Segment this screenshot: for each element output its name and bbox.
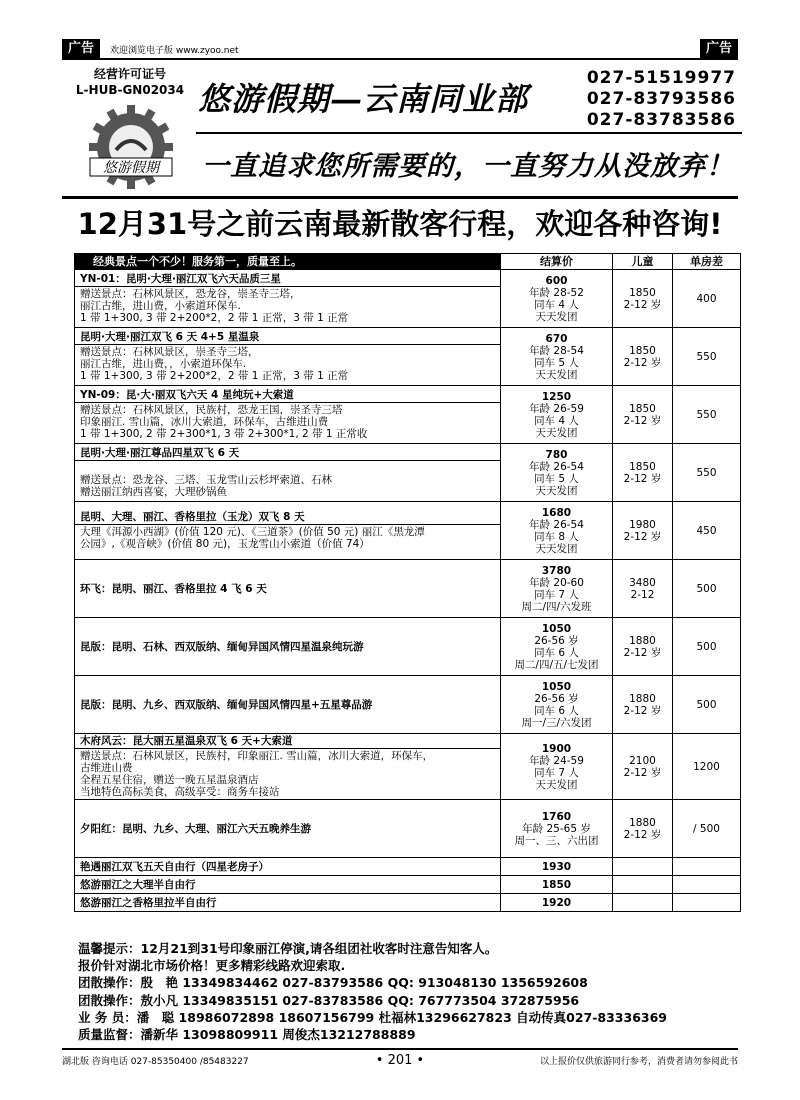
route-price (501, 386, 613, 444)
child-price-line: 1850 (629, 460, 656, 473)
price-detail: 同车 5 人 (534, 356, 579, 369)
note-line: 温馨提示：12月21到31号印象丽江停演,请各组团社收客时注意告知客人。 (78, 941, 498, 956)
gear-logo-icon (86, 102, 176, 192)
child-price (613, 618, 673, 676)
price-value: 1050 (541, 622, 572, 635)
route-price (501, 618, 613, 676)
route-detail-line: 古维进山费 (80, 762, 133, 774)
route-row (75, 734, 741, 800)
logo-text: 悠游假期 (103, 160, 159, 176)
route-price (501, 328, 613, 386)
single-room-surcharge: 400 (673, 270, 741, 328)
price-detail: 周二/四/六发班 (521, 600, 592, 613)
child-price-line: 1980 (629, 518, 656, 531)
route-row (75, 444, 741, 502)
route-row (75, 618, 741, 676)
site-url: 欢迎浏览电子版 www.zyoo.net (110, 45, 239, 56)
price-detail: 同车 6 人 (534, 646, 579, 659)
page-number: • 201 • (375, 1052, 425, 1068)
child-price (613, 800, 673, 858)
price-detail: 年龄 26-54 (529, 518, 584, 531)
child-price (613, 894, 673, 912)
child-price (613, 734, 673, 800)
phone-1: 027-51519977 (586, 68, 736, 88)
slogan: 一直追求您所需要的，一直努力从没放弃！ (202, 151, 734, 182)
price-detail: 年龄 26-54 (529, 460, 584, 473)
single-room-surcharge: 550 (673, 386, 741, 444)
contact-line: 业 务 员：潘 聪 18986072898 18607156799 杜福林13296627823 自动传真027-83336369 (78, 1009, 667, 1025)
route-description (75, 734, 501, 800)
price-detail: 同车 7 人 (534, 766, 579, 779)
route-detail-line: 印象丽江. 雪山篇，冰川大索道，环保车，古维进山费 (80, 416, 329, 428)
child-price-line: 1850 (629, 286, 656, 299)
agency-name: 悠游假期—云南同业部 (198, 80, 529, 118)
route-detail-line (80, 462, 495, 474)
route-detail-line: 夕阳红：昆明、九乡、大理、丽江六天五晚养生游 (80, 822, 311, 835)
route-detail-line: 大理《洱源小西湖》(价值 120 元)、《三道茶》(价值 50 元) 丽江《黑龙潭 (80, 526, 425, 538)
route-title: YN-01：昆明·大理·丽江双飞六天品质三星 (75, 273, 500, 287)
child-price (613, 444, 673, 502)
route-description (75, 894, 501, 912)
price-detail: 天天发团 (535, 368, 578, 381)
route-table (74, 253, 741, 912)
single-room-surcharge: 450 (673, 502, 741, 560)
single-room-surcharge: 500 (673, 618, 741, 676)
price-value: 780 (545, 448, 568, 461)
route-detail-line: 赠送景点：石林风景区，民族村，印象丽江. 雪山篇，冰川大索道，环保车， (80, 750, 434, 762)
headline: 12月31号之前云南最新散客行程，欢迎各种咨询! (77, 207, 723, 241)
phone-3: 027-83783586 (586, 110, 736, 130)
single-room-surcharge (673, 876, 741, 894)
route-detail-line: 赠送景点：石林风景区，民族村，恐龙王国，崇圣寺三塔 (80, 404, 343, 416)
child-price-line: 2-12 岁 (623, 414, 662, 427)
price-detail: 天天发团 (535, 484, 578, 497)
single-room-surcharge (673, 894, 741, 912)
price-value: 1930 (541, 860, 572, 873)
child-price (613, 386, 673, 444)
route-detail-line: 丽江古维，进山费，小索道环保车. (80, 300, 241, 312)
route-description (75, 858, 501, 876)
route-detail-line: 赠送景点：石林风景区，崇圣寺三塔， (80, 346, 259, 358)
route-description (75, 386, 501, 444)
child-price-line: 2-12 岁 (623, 472, 662, 485)
price-detail: 周一、三、六出团 (514, 834, 599, 847)
route-row (75, 270, 741, 328)
intro-header: 经典景点一个不少！服务第一，质量至上。 (75, 254, 501, 270)
license-number: L-HUB-GN02034 (75, 83, 185, 97)
price-detail: 天天发团 (535, 310, 578, 323)
price-detail: 周二/四/五/七发团 (514, 658, 599, 671)
price-detail: 26-56 岁 (534, 634, 579, 647)
price-detail: 天天发团 (535, 542, 578, 555)
child-price (613, 270, 673, 328)
header-divider (196, 132, 742, 134)
child-price-line: 2-12 岁 (623, 298, 662, 311)
child-price (613, 858, 673, 876)
route-price (501, 800, 613, 858)
contact-line: 团散操作：敖小凡 13349835151 027-83783586 QQ: 767773504 372875956 (78, 992, 580, 1008)
price-value: 1680 (541, 506, 572, 519)
route-price (501, 270, 613, 328)
child-price (613, 676, 673, 734)
price-detail: 26-56 岁 (534, 692, 579, 705)
contact-line: 团散操作：殷 艳 13349834462 027-83793586 QQ: 913048130 1356592608 (78, 975, 588, 991)
route-detail-line: 1 带 1+300, 3 带 2+200*2，2 带 1 正常，3 带 1 正常 (80, 312, 349, 324)
route-detail-line: 艳遇丽江双飞五天自由行（四星老房子） (80, 860, 269, 873)
route-price (501, 560, 613, 618)
single-room-surcharge (673, 858, 741, 876)
footer-disclaimer: 以上报价仅供旅游同行参考，消费者请勿参阅此书 (539, 1056, 738, 1067)
price-header: 结算价 (501, 254, 613, 270)
license-block (72, 66, 188, 98)
child-price-line: 2-12 岁 (623, 646, 662, 659)
single-room-surcharge: 1200 (673, 734, 741, 800)
top-strip (62, 40, 738, 60)
route-description (75, 800, 501, 858)
route-price (501, 676, 613, 734)
route-detail-line: 环飞：昆明、丽江、香格里拉 4 飞 6 天 (80, 582, 267, 595)
child-price-line: 2-12 岁 (623, 828, 662, 841)
price-value: 1900 (541, 742, 572, 755)
route-row (75, 560, 741, 618)
notes-block (78, 940, 748, 1043)
child-price-line: 1880 (629, 816, 656, 829)
note-line: 报价针对湖北市场价格！更多精彩线路欢迎索取. (78, 958, 346, 974)
child-price-line: 2-12 岁 (623, 766, 662, 779)
route-description (75, 560, 501, 618)
child-price-line: 1850 (629, 344, 656, 357)
price-detail: 年龄 28-54 (529, 344, 584, 357)
price-value: 1050 (541, 680, 572, 693)
route-row (75, 894, 741, 912)
ad-tag-right: 广告 (700, 39, 738, 59)
child-price-line: 2100 (629, 754, 656, 767)
child-price-line: 2-12 (630, 588, 655, 601)
child-price-line: 1850 (629, 402, 656, 415)
child-price-line: 2-12 岁 (623, 530, 662, 543)
route-price (501, 734, 613, 800)
route-description (75, 444, 501, 502)
route-detail-line: 1 带 1+300, 2 带 2+300*1, 3 带 2+300*1, 2 带 1 正常收 (80, 428, 368, 440)
price-detail: 年龄 26-59 (529, 402, 584, 415)
phone-2: 027-83793586 (586, 89, 736, 109)
price-detail: 年龄 24-59 (529, 754, 584, 767)
child-price-line: 3480 (629, 576, 656, 589)
route-title: 昆明·大理·丽江尊品四星双飞 6 天 (75, 447, 500, 461)
price-detail: 同车 7 人 (534, 588, 579, 601)
price-detail: 同车 5 人 (534, 472, 579, 485)
child-header: 儿童 (613, 254, 673, 270)
price-detail: 周一/三/六发团 (521, 716, 592, 729)
route-title: 昆明·大理·丽江双飞 6 天 4+5 星温泉 (75, 331, 500, 345)
child-price-line: 2-12 岁 (623, 356, 662, 369)
route-row (75, 676, 741, 734)
child-price-line: 1880 (629, 692, 656, 705)
price-detail: 年龄 20-60 (529, 576, 584, 589)
price-value: 1250 (541, 390, 572, 403)
child-price (613, 502, 673, 560)
route-detail-line: 赠送景点：恐龙谷、三塔、玉龙雪山云杉坪索道、石林 (80, 474, 332, 486)
route-row (75, 800, 741, 858)
ad-tag-left: 广告 (62, 39, 100, 59)
route-price (501, 444, 613, 502)
child-price (613, 328, 673, 386)
route-row (75, 876, 741, 894)
child-price (613, 876, 673, 894)
route-detail-line: 悠游丽江之大理半自由行 (80, 878, 196, 891)
route-detail-line: 赠送丽江纳西喜宴，大理砂锅鱼 (80, 486, 227, 498)
route-title: 昆明、大理、丽江、香格里拉（玉龙）双飞 8 天 (75, 511, 500, 525)
single-room-surcharge: 550 (673, 444, 741, 502)
price-detail: 同车 4 人 (534, 414, 579, 427)
child-price-line: 2-12 岁 (623, 704, 662, 717)
route-detail-line: 赠送景点：石林风景区，恐龙谷，崇圣寺三塔， (80, 288, 301, 300)
price-detail: 同车 6 人 (534, 704, 579, 717)
single-room-surcharge: 500 (673, 560, 741, 618)
phone-list (587, 68, 736, 131)
price-detail: 同车 8 人 (534, 530, 579, 543)
page-footer (62, 1048, 738, 1070)
route-price (501, 876, 613, 894)
route-detail-line: 全程五星住宿，赠送一晚五星温泉酒店 (80, 774, 259, 786)
route-detail-line: 当地特色高标美食，高级享受：商务车接站 (80, 786, 280, 798)
contact-line: 质量监督：潘新华 13098809911 周俊杰13212788889 (78, 1027, 416, 1043)
price-value: 670 (545, 332, 568, 345)
price-value: 1760 (541, 810, 572, 823)
route-description (75, 618, 501, 676)
route-detail-line: 昆版：昆明、石林、西双版纳、缅甸异国风情四星温泉纯玩游 (80, 640, 364, 653)
price-detail: 天天发团 (535, 778, 578, 791)
single-room-surcharge: 500 (673, 676, 741, 734)
single-header: 单房差 (673, 254, 741, 270)
price-value: 600 (545, 274, 568, 287)
route-description (75, 270, 501, 328)
price-value: 1850 (541, 878, 572, 891)
child-price (613, 560, 673, 618)
price-detail: 年龄 28-52 (529, 286, 584, 299)
route-price (501, 858, 613, 876)
route-title: YN-09：昆·大·丽双飞六天 4 星纯玩+大索道 (75, 389, 500, 403)
route-price (501, 502, 613, 560)
headline-divider (62, 196, 738, 199)
route-description (75, 676, 501, 734)
single-room-surcharge: / 500 (673, 800, 741, 858)
footer-contact: 湖北版 咨询电话 027-85350400 /85483227 (62, 1056, 249, 1067)
route-description (75, 502, 501, 560)
route-row (75, 328, 741, 386)
single-room-surcharge: 550 (673, 328, 741, 386)
child-price-line: 1880 (629, 634, 656, 647)
route-detail-line: 昆版：昆明、九乡、西双版纳、缅甸异国风情四星+五星尊品游 (80, 698, 373, 711)
agency-header (72, 66, 742, 192)
route-title: 木府风云：昆大丽五星温泉双飞 6 天+大索道 (75, 735, 500, 749)
route-detail-line: 公园》,《观音峡》(价值 80 元)，玉龙雪山小索道（价值 74） (80, 538, 370, 550)
route-row (75, 386, 741, 444)
route-row (75, 502, 741, 560)
route-price (501, 894, 613, 912)
license-label: 经营许可证号 (93, 67, 166, 81)
route-description (75, 328, 501, 386)
route-row (75, 858, 741, 876)
route-detail-line: 悠游丽江之香格里拉半自由行 (80, 896, 217, 909)
price-value: 1920 (541, 896, 572, 909)
price-detail: 天天发团 (535, 426, 578, 439)
price-detail: 年龄 25-65 岁 (522, 822, 591, 835)
route-detail-line: 丽江古维，进山费，，小索道环保车. (80, 358, 247, 370)
route-detail-line: 1 带 1+300, 3 带 2+200*2，2 带 1 正常，3 带 1 正常 (80, 370, 349, 382)
price-detail: 同车 4 人 (534, 298, 579, 311)
price-value: 3780 (541, 564, 572, 577)
route-description (75, 876, 501, 894)
